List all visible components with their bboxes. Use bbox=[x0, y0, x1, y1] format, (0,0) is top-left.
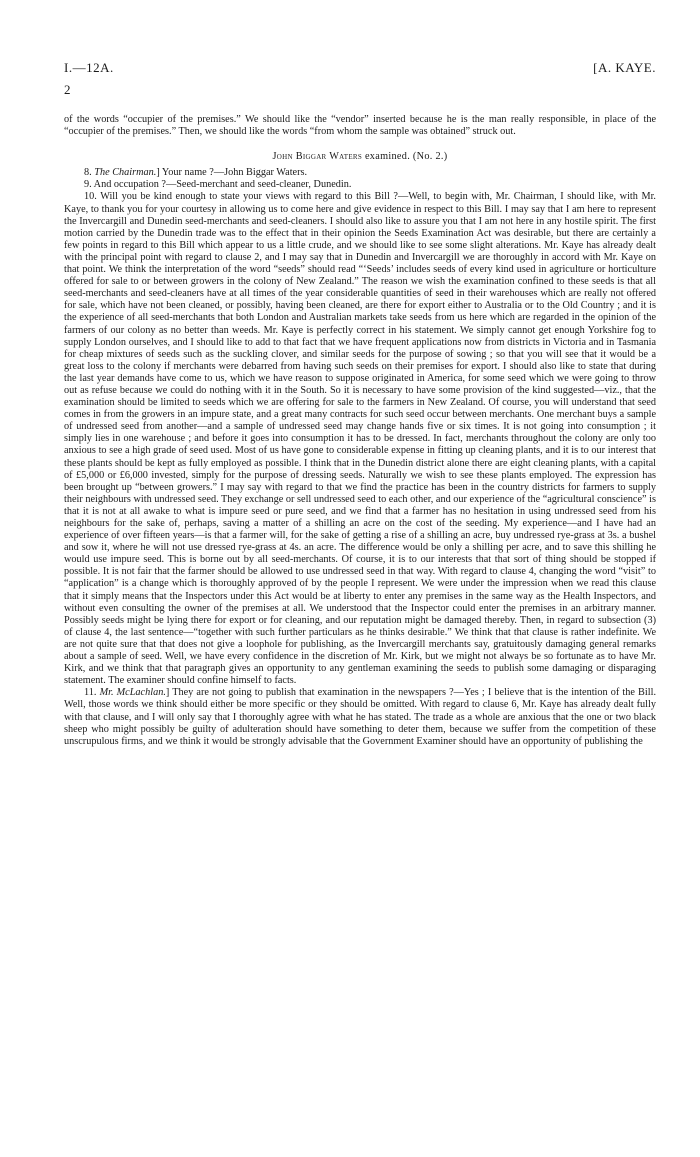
question-8-speaker: The Chairman. bbox=[94, 167, 157, 179]
document-body bbox=[64, 114, 656, 748]
question-8 bbox=[64, 167, 656, 179]
paragraph-continuation: of the words “occupier of the premises.” We should like the “vendor” inserted because he is the man really responsible, in place of the “occupier of the premises.” Then, we should like the words “from whom the sample was obtained” struck out. bbox=[64, 114, 656, 138]
question-11-text: ] They are not going to publish that examination in the newspapers ?—Yes ; I believe that is the intention of the Bill. Well, those words we think should either be more specific or they should be omitted. With regard to clause 6, Mr. Kaye has already dealt fully with that clause, and I will only say that I thoroughly agree with what he has stated. The trade as a whole are anxious that the one or two black sheep who might possibly be guilty of adulteration should have something to deter them, because we suffer from the competition of these unscrupulous firms, and we think it would be strongly advisable that the Government Examiner should have an opportunity of publishing the bbox=[64, 687, 657, 747]
witness-heading-rest: examined. (No. 2.) bbox=[364, 151, 448, 163]
header-right-ref: [A. KAYE. bbox=[593, 60, 656, 75]
header-left-ref: I.—12A. bbox=[64, 60, 114, 75]
question-11-speaker: Mr. McLachlan. bbox=[99, 687, 166, 699]
page-number-row bbox=[64, 82, 656, 104]
witness-heading bbox=[64, 151, 656, 163]
question-8-number: 8. bbox=[84, 167, 92, 179]
page-header bbox=[64, 60, 656, 82]
question-8-text: ] Your name ?—John Biggar Waters. bbox=[156, 167, 308, 179]
question-11-number: 11. bbox=[84, 687, 97, 699]
question-11 bbox=[64, 687, 656, 747]
page-number: 2 bbox=[64, 82, 71, 97]
witness-name: John Biggar Waters bbox=[272, 151, 363, 163]
question-9: 9. And occupation ?—Seed-merchant and seed-cleaner, Dunedin. bbox=[84, 179, 352, 191]
question-10: 10. Will you be kind enough to state your views with regard to this Bill ?—Well, to begin with, Mr. Chairman, I should like, with Mr. Kaye, to thank you for your courtesy in allowing us to come here and give evidence in respect to this Bill. I may say that I am here to represent the Invercargill and Dunedin seed-merchants and seed-cleaners. I should also like to assure you that I am not here in any hostile spirit. The first motion carried by the Dunedin trade was to the effect that in their opinion the Seeds Examination Act was desirable, but there are certainly a few points in regard to this Bill which appear to us a little crude, and we should like to see some slight alterations. Mr. Kaye has already dealt with the principal point with regard to clause 2, and I may say that in Dunedin and Invercargill we are thoroughly in accord with Mr. Kaye on that point. We think the interpretation of the word “seeds” should read “‘Seeds’ includes seeds of every kind used in agriculture or horticulture offered for sale to or between growers in the colony of New Zealand.” The reason we wish the examination confined to these seeds is that all seed-merchants and seed-cleaners have at all times of the year considerable quantities of seed in their warehouses which are really not offered for sale, which have not been cleaned, or possibly, having been cleaned, are there for export either to Australia or to the Old Country ; and it is the experience of all seed-merchants that both London and Australian markets take seeds from us here which are regarded in the opinion of the farmers of our colony as no better than weeds. Mr. Kaye is perfectly correct in his statement. We simply cannot get enough Yorkshire fog to supply London ourselves, and I should like to add to that fact that we have frequent applications now from districts in Victoria and in Tasmania for cheap mixtures of seeds such as the suckling clover, and similar seeds for the purpose of sowing ; so that you will see that it would be a great loss to the colony if merchants were debarred from having such seeds on their premises for export. I should also like to state that during the last year demands have come to us, which we have reason to suppose originated in America, for some seed which we were going to throw out as refuse because we could do nothing with it in the South. So it is necessary to have some provision of the kind suggested—viz., that the examination should be limited to seeds which we are offering for sale to the farmers in New Zealand. Of course, you will understand that seed comes in from the growers in an impure state, and a great many contracts for such seed occur between merchants. One merchant buys a sample of undressed seed from another—and a sample of undressed seed may change hands five or six times. It is not going into consumption ; it simply lies in one warehouse ; and before it goes into consumption it has to be dressed. In fact, merchants throughout the colony are only too anxious to see a high grade of seed used. Most of us have gone to considerable expense in fitting up cleaning plants, and it is to our interest that these plants should be kept as fully employed as possible. I think that in the Dunedin district alone there are eight cleaning plants, with a capital of £5,000 or £6,000 invested, simply for the purpose of dressing seeds. Naturally we wish to see these plants employed. The expression has been brought up “between growers.” I may say with regard to that we find the practice has been in the country districts for farmers to supply their neighbours with undressed seed. They exchange or sell undressed seed to each other, and our experience of the “agricultural conscience” is that it is not at all awake to what is impure seed or pure seed, and we find that a farmer has no hesitation in using undressed seed from his neighbours for the sake of, perhaps, saving a matter of a shilling an acre on the cost of the seeding. My experience—and I have had an experience of over fifteen years—is that a farmer will, for the sake of getting a rise of a shilling an acre, buy undressed rye-grass at 3s. a bushel and sow it, where he will not use dressed rye-grass at 4s. an acre. The difference would be only a shilling per acre, and to save this shilling he would use impure seed. This is borne out by all seed-merchants. Of course, it is to our interests that that sort of thing should be stopped if possible. It is not fair that the farmer should be allowed to use undressed seed in that way. With regard to clause 4, changing the word “visit” to “application” is a change which is thoroughly approved of by the people I represent. We were under the impression when we read this clause that it simply means that the Inspectors under this Act would be at liberty to enter any premises in the same way as the Health Inspectors, and without even consulting the owner of the premises at all. We understood that the Inspector could enter the premises in an arbitrary manner. Possibly seeds might be lying there for export or for cleaning, and our reputation might be damaged thereby. Then, in regard to subsection (3) of clause 4, the last sentence—“together with such further particulars as he thinks desirable.” We think that that clause is rather indefinite. We are not quite sure that that does not give a loophole for publishing, as the Invercargill merchants say, gratuitously damaging general remarks about a sample of seed. Well, we have every confidence in the discretion of Mr. Kirk, but we might not always be so fortunate as to have Mr. Kirk, and we think that that paragraph gives an opportunity to any gentleman examining the seeds to publish some damaging or disparaging statement. The examiner should confine himself to facts. bbox=[64, 191, 656, 687]
